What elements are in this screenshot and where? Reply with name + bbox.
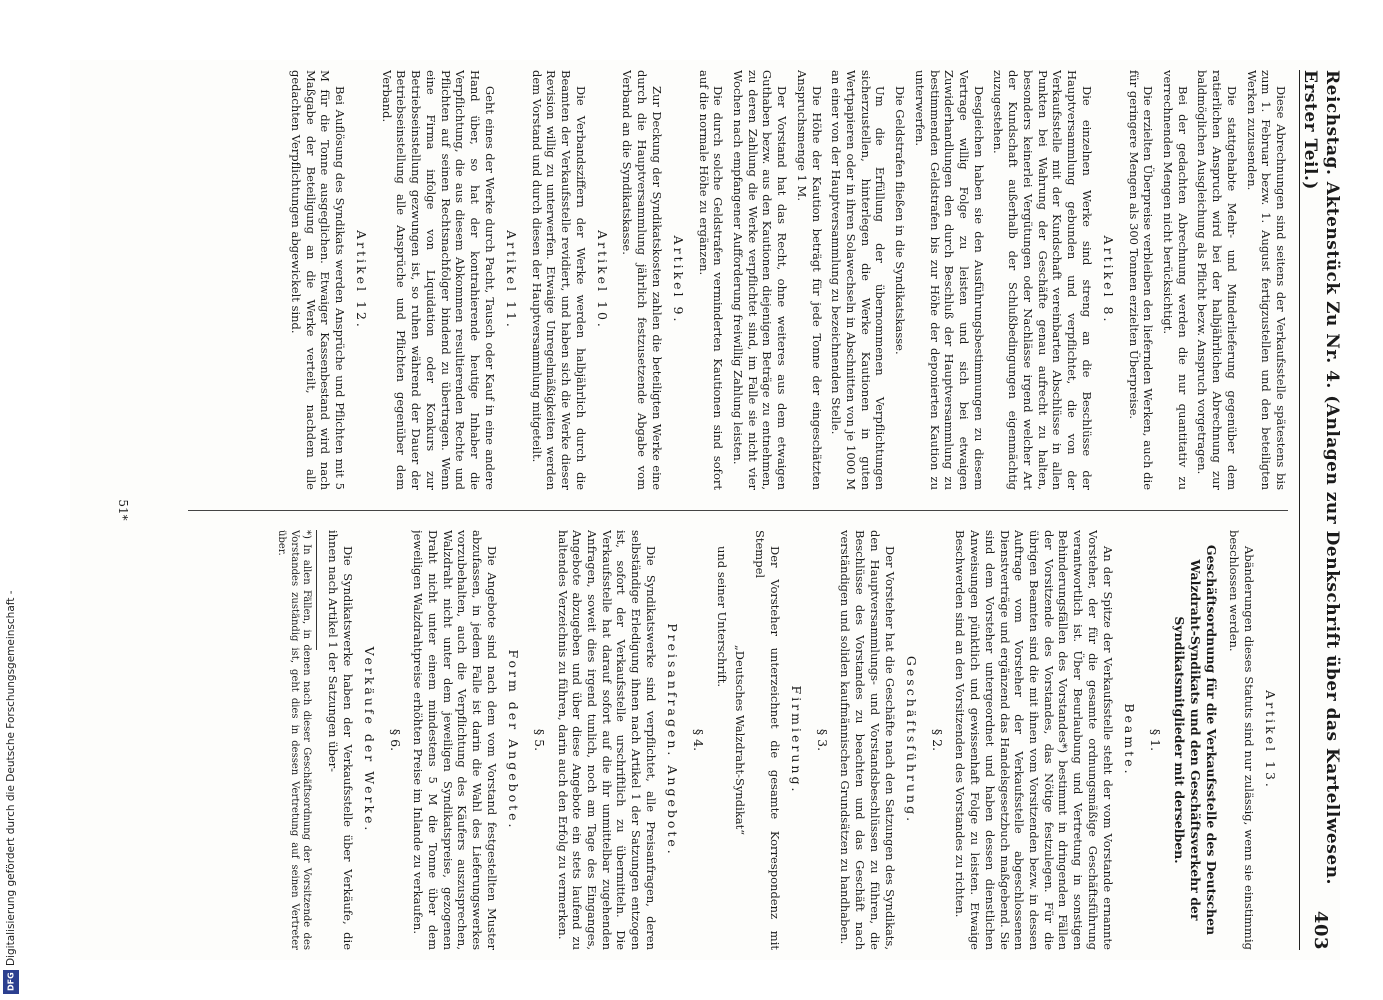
dfg-logo: DFG (3, 970, 19, 994)
body-paragraph: Die erzielten Überpreise verbleiben den liefernden Werken, auch die für geringere Mengen als 300 Tonnen erzielten Überpreise. (1126, 70, 1156, 490)
paragraph-number: § 4. (690, 728, 706, 752)
right-column (138, 530, 1288, 950)
section-heading: Geschäftsführung. (903, 655, 919, 825)
column-divider (188, 510, 1288, 511)
body-paragraph: Bei der gedachten Abrechnung werden die nur quantitativ zu verrechnenden Mengen nicht berücksichtigt. (1160, 70, 1190, 490)
body-paragraph: An der Spitze der Verkaufsstelle steht der vom Vorstande ernannte Vorsteher, der für die gesamte ordnungsmäßige Geschäftsführung verantwortlich ist. Über Beurlaubung und Vertretung in sonstigen Behinderungsfällen des Vorstandes*) bestimmt in dringenden Fällen der Vorsitzende des Vorstandes, das Nötige festzulegen. Für die übrigen Beamten sind die mit ihnen vom Vorsitzenden bezw. in dessen Auftrage vom Vorsteher der Verkaufsstelle abgeschlossenen Dienstverträge und ergänzend das Handelsgesetzbuch maßgebend. Sie sind dem Vorsteher untergeordnet und haben dessen dienstlichen Anweisungen pünktlich und gewissenhaft Folge zu leisten. Etwaige Beschwerden sind an den Vorsitzenden des Vorstandes zu richten. (953, 530, 1115, 950)
body-paragraph: Die Verbandsziffern der Werke werden halbjährlich durch die Beamten der Verkaufsstelle revidiert, und haben sich die Werke dieser Revision willig zu unterwerfen. Etwaige Unregelmäßigkeiten werden dem Vorstand und durch diesen der Hauptversammlung mitgeteilt. (529, 70, 588, 490)
body-paragraph: Die Syndikatswerke haben der Verkaufsstelle über Verkäufe, die ihnen nach Artikel 1 der Satzungen über- (325, 530, 355, 950)
page-header (1299, 70, 1340, 950)
section-heading: Artikel 9. (670, 235, 686, 325)
body-paragraph: und seiner Unterschrift. (714, 546, 729, 688)
body-paragraph: Die Syndikatswerke sind verpflichtet, alle Preisanfragen, deren selbständige Erledigung ihnen nach Artikel 1 der Satzungen entzogen ist, sofort der Verkaufsstelle urschriftlich zu übermitteln. Die Verkaufsstelle hat darauf sofort auf die ihr unmittelbar zugehenden Anfragen, soweit dies irgend tunlich, noch am Tage des Einganges, Angebote abzugeben und über diese Angebote ein stets laufend zu haltendes Verzeichnis zu führen, darin auch den Erfolg zu vermerken. (555, 530, 658, 950)
body-paragraph: Abänderungen dieses Statuts sind nur zulässig, wenn sie einstimmig beschlossen werden. (1227, 530, 1256, 950)
section-heading: Artikel 10. (594, 230, 610, 330)
body-paragraph: Die Geldstrafen fließen in die Syndikatskasse. (893, 86, 908, 355)
section-heading: Artikel 13. (1263, 690, 1278, 790)
paragraph-number: § 5. (531, 728, 547, 752)
scanned-page (70, 60, 1340, 960)
section-heading: Artikel 8. (1100, 235, 1116, 325)
body-paragraph: Um die Erfüllung der übernommenen Verpflichtungen sicherzustellen, hinterlegen die Werke Kautionen in guten Wertpapieren oder in ihren Solawechseln in Abschnitten von je 1000 M an einer von der Hauptversammlung zu bezeichnenden Stelle. (829, 70, 888, 490)
body-paragraph: Die Angebote sind nach dem vom Vorstand festgestellten Muster abzufassen, in jedem Falle ist darin die Wahl des Lieferungswerkes vorzubehalten, auch die Verpflichtung des Käufers auszusprechen, Walzdraht nicht unter dem jeweiligen Syndikatspreise, gezogenen Draht nicht unter einem mindestens 5 M die Tonne über dem jeweiligen Walzdrahtpreise erhöhten Preise im Inlande zu verkaufen. (411, 530, 499, 950)
body-paragraph: Bei Auflösung des Syndikats werden Ansprüche und Pflichten mit 5 M für die Tonne ausgeglichen. Etwaiger Kassenbestand wird nach Maßgabe der Beteiligung an die Werke verteilt, nachdem alle gedachten Verpflichtungen abgewickelt sind. (288, 70, 348, 490)
body-paragraph: Der Vorsteher unterzeichnet die gesamte Korrespondenz mit Stempel (753, 530, 782, 950)
body-paragraph: Der Vorsteher hat die Geschäfte nach den Satzungen des Syndikats, den Hauptversammlungs- und Vorstandsbeschlüssen zu führen, die Beschlüsse des Vorstandes zu beachten und das Geschäft nach verständigen und soliden kaufmännischen Grundsätzen zu handhaben. (838, 530, 897, 950)
body-paragraph: Diese Abrechnungen sind seitens der Verkaufsstelle spätestens bis zum 1. Februar bezw. 1. August fertigzustellen und den beteiligten Werken zuzusenden. (1244, 70, 1288, 490)
body-paragraph: Der Vorstand hat das Recht, ohne weiteres aus dem etwaigen Guthaben bezw. aus den Kautionen diejenigen Beträge zu entnehmen, zu deren Zahlung die Werke verpflichtet sind, im Falle sie nicht vier Wochen nach empfangener Aufforderung freiwillig Zahlung leisten. (731, 70, 790, 490)
page-number: 403 (1309, 910, 1331, 950)
section-heading: Firmierung. (788, 685, 804, 795)
body-paragraph: Desgleichen haben sie den Ausführungsbestimmungen zu diesem Vertrage willig Folge zu leisten und sich bei etwaigen Zuwiderhandlungen den durch Beschluß der Hauptversammlung zu bestimmenden Geldstrafen bis zur Höhe der deponierten Kaution zu unterwerfen. (912, 70, 986, 490)
digitization-caption (0, 0, 22, 1000)
footnote: *) In allen Fällen, in denen nach dieser Geschäftsordnung der Vorsitzende des Vorstandes zuständig ist, geht dies in dessen Vertretung auf seinen Vertreter über. (276, 530, 313, 950)
body-paragraph: Die einzelnen Werke sind streng an die Beschlüsse der Hauptversammlung gebunden und verpflichtet, die von der Verkaufsstelle mit der Kundschaft vereinbarten Abschlüsse in allen Punkten bei Wahrung der Geschäfte genau aufrecht zu halten, besonders keinerlei Vergütungen oder Nachlässe irgend welcher Art der Kundschaft außerhalb der Schlußbedingungen eigenmächtig zuzugestehen. (991, 70, 1094, 490)
section-heading: Beamte. (1121, 703, 1137, 777)
body-paragraph: Geht eines der Werke durch Pacht, Tausch oder Kauf in eine andere Hand über, so hat der kontrahierende heutige Inhaber die Verpflichtung, die aus diesem Abkommen resultierenden Rechte und Pflichten auf seinen Rechtsnachfolger bindend zu übertragen. Wenn eine Firma infolge von Liquidation oder Konkurs zur Betriebseinstellung gezwungen ist, so ruhen während der Dauer der Betriebseinstellung alle Ansprüche und Pflichten gegenüber dem Verband. (379, 70, 497, 490)
body-paragraph: Die Höhe der Kaution beträgt für jede Tonne der eingeschätzten Anspruchsmenge 1 M. (794, 70, 824, 490)
paragraph-number: § 1. (1147, 728, 1163, 752)
footnote-rule (316, 530, 317, 650)
caption-text: Digitalisierung gefördert durch die Deutsche Forschungsgemeinschaft - (5, 590, 17, 966)
paragraph-number: § 6. (387, 728, 403, 752)
section-heading: Artikel 11. (503, 230, 519, 330)
section-heading: Artikel 12. (354, 230, 370, 330)
running-head: Reichstag. Aktenstück Zu Nr. 4. (Anlagen zur Denkschrift über das Kartellwesen. Erster Teil.) (1300, 70, 1342, 885)
body-paragraph: Die stattgehabte Mehr- und Minderlieferung gegenüber dem ratierlichen Anspruch wird bei der halbjährlichen Abrechnung zur baldmöglichen Ausgleichung als Pflicht bezw. Anspruch vorgetragen. (1195, 70, 1239, 490)
body-paragraph: Zur Deckung der Syndikatskosten zahlen die beteiligten Werke eine durch die Hauptversammlung jährlich festzusetzende Abgabe vom Verband an die Syndikatskasse. (620, 70, 664, 490)
section-heading: Preisanfragen. Angebote. (664, 623, 680, 857)
signature-mark: 51* (116, 499, 130, 521)
body-paragraph: Die durch solche Geldstrafen verminderten Kautionen sind sofort auf die normale Höhe zu ergänzen. (696, 70, 726, 490)
left-column (138, 70, 1288, 490)
section-heading: Verkäufe der Werke. (361, 646, 377, 834)
paragraph-number: § 3. (814, 728, 830, 752)
paragraph-number: § 2. (929, 728, 945, 752)
section-heading: Form der Angebote. (505, 649, 521, 831)
document-title: Geschäftsordnung für die Verkaufsstelle des Deutschen Walzdraht-Syndikats und den Geschäftsverkehr der Syndikatsmitglieder mit derselben. (1171, 544, 1219, 936)
stamp-text: „Deutsches Walzdraht-Syndikat“ (733, 644, 748, 836)
page-content (90, 70, 1340, 950)
